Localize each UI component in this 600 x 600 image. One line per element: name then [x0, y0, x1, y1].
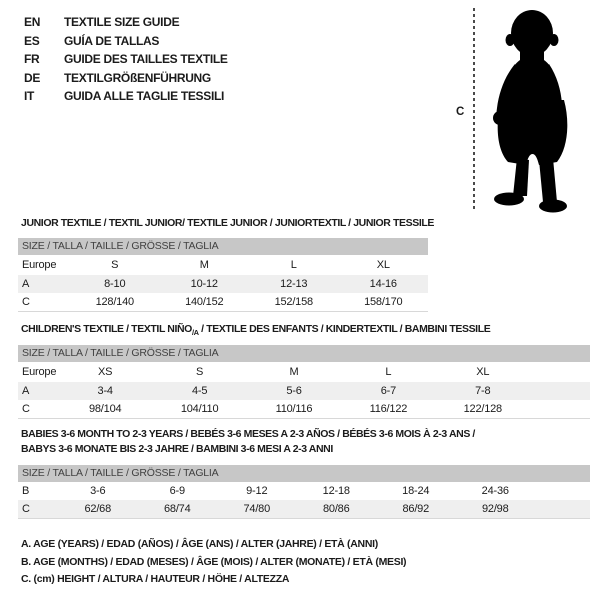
lang-label: GUÍA DE TALLAS [64, 33, 160, 48]
language-header [24, 13, 228, 106]
table-cell: 62/68 [84, 503, 112, 515]
footnote-b: B. AGE (MONTHS) / EDAD (MESES) / ÂGE (MOIS) / ALTER (MONATE) / ETÀ (MESI) [21, 555, 407, 568]
table-cell: 116/122 [369, 403, 408, 415]
toddler-silhouette [487, 8, 579, 214]
row-label: C [22, 503, 30, 515]
size-bar: SIZE / TALLA / TAILLE / GRÖSSE / TAGLIA [18, 238, 428, 255]
footnote-a: A. AGE (YEARS) / EDAD (AÑOS) / ÂGE (ANS) / ALTER (JAHRE) / ETÀ (ANNI) [21, 538, 378, 550]
footnote-c: C. (cm) HEIGHT / ALTURA / HAUTEUR / HÖHE / ALTEZZA [21, 573, 290, 585]
column-header: S [196, 366, 204, 378]
column-header: M [289, 366, 299, 378]
babies-size-table [18, 465, 590, 519]
lang-label: TEXTILGRÖßENFÜHRUNG [64, 70, 211, 85]
table-cell: 152/158 [274, 296, 313, 308]
table-cell: 3-6 [90, 485, 106, 497]
junior-heading: JUNIOR TEXTILE / TEXTIL JUNIOR/ TEXTILE JUNIOR / JUNIORTEXTIL / JUNIOR TESSILE [21, 217, 434, 229]
table-cell: 8-10 [104, 278, 126, 290]
lang-code: EN [24, 15, 41, 29]
height-measure-label: C [456, 106, 465, 118]
table-cell: 104/110 [180, 403, 219, 415]
table-header-row [18, 362, 590, 382]
table-cell: 24-36 [481, 485, 509, 497]
lang-row-en [24, 13, 228, 32]
column-header: Europe [22, 366, 57, 378]
babies-heading-line1: BABIES 3-6 MONTH TO 2-3 YEARS / BEBÉS 3-6 MESES A 2-3 AÑOS / BÉBÉS 3-6 MOIS À 2-3 ANS / [21, 428, 475, 440]
lang-row-it [24, 87, 228, 106]
table-row [18, 382, 590, 400]
column-header: Europe [22, 259, 57, 271]
table-cell: 86/92 [402, 503, 430, 515]
lang-row-fr [24, 50, 228, 69]
table-header-row [18, 255, 428, 275]
lang-code: FR [24, 52, 40, 66]
table-cell: 110/116 [275, 403, 313, 415]
column-header: M [199, 259, 209, 271]
table-row [18, 275, 428, 293]
table-cell: 92/98 [481, 503, 509, 515]
table-cell: 12-18 [322, 485, 350, 497]
table-cell: 5-6 [286, 385, 302, 397]
babies-heading-line2: BABYS 3-6 MONATE BIS 2-3 JAHRE / BAMBINI 3-6 MESI A 2-3 ANNI [21, 443, 333, 455]
table-cell: 74/80 [243, 503, 271, 515]
column-header: L [385, 366, 392, 378]
lang-row-es [24, 32, 228, 51]
row-label: A [22, 278, 30, 290]
table-cell: 4-5 [191, 385, 208, 397]
column-header: XS [98, 366, 113, 378]
lang-label: TEXTILE SIZE GUIDE [64, 15, 180, 29]
table-cell: 9-12 [246, 485, 268, 497]
table-cell: 3-4 [97, 385, 113, 397]
table-cell: 68/74 [163, 503, 191, 515]
table-cell: 122/128 [463, 403, 502, 415]
junior-size-table [18, 238, 428, 312]
children-heading-prefix: CHILDREN'S TEXTILE / TEXTIL NIÑO [21, 323, 192, 335]
table-cell: 18-24 [402, 485, 430, 497]
table-row [18, 400, 590, 418]
table-cell: 12-13 [280, 278, 308, 290]
table-row [18, 482, 590, 500]
size-bar: SIZE / TALLA / TAILLE / GRÖSSE / TAGLIA [18, 345, 590, 362]
table-cell: 98/104 [88, 403, 122, 415]
lang-code: DE [24, 70, 41, 85]
row-label: B [22, 485, 30, 497]
lang-code: ES [24, 33, 40, 48]
table-cell: 158/170 [364, 296, 403, 308]
footnotes [21, 536, 406, 589]
table-cell: 128/140 [95, 296, 134, 308]
table-row [18, 293, 428, 311]
children-size-table [18, 345, 590, 419]
column-header: XL [476, 366, 490, 378]
table-cell: 80/86 [322, 503, 350, 515]
table-cell: 140/152 [185, 296, 224, 308]
lang-label: GUIDA ALLE TAGLIE TESSILI [64, 89, 225, 103]
children-heading-suffix: / TEXTILE DES ENFANTS / KINDERTEXTIL / BAMBINI TESSILE [198, 323, 491, 335]
row-label: A [22, 385, 30, 397]
lang-row-de [24, 69, 228, 88]
row-label: C [22, 296, 30, 308]
size-bar: SIZE / TALLA / TAILLE / GRÖSSE / TAGLIA [18, 465, 590, 482]
children-heading-sub: /A [191, 328, 199, 338]
dashed-measure-line [473, 8, 475, 210]
row-label: C [22, 403, 30, 415]
column-header: XL [376, 259, 390, 271]
babies-heading [21, 427, 475, 457]
column-header: S [111, 259, 119, 271]
children-heading [21, 322, 490, 340]
lang-label: GUIDE DES TAILLES TEXTILE [64, 52, 228, 66]
table-cell: 7-8 [475, 385, 491, 397]
lang-code: IT [24, 89, 35, 103]
table-row [18, 500, 590, 518]
table-cell: 10-12 [190, 278, 218, 290]
table-cell: 6-9 [169, 485, 185, 497]
table-cell: 6-7 [380, 385, 397, 397]
table-cell: 14-16 [369, 278, 397, 290]
column-header: L [290, 259, 297, 271]
